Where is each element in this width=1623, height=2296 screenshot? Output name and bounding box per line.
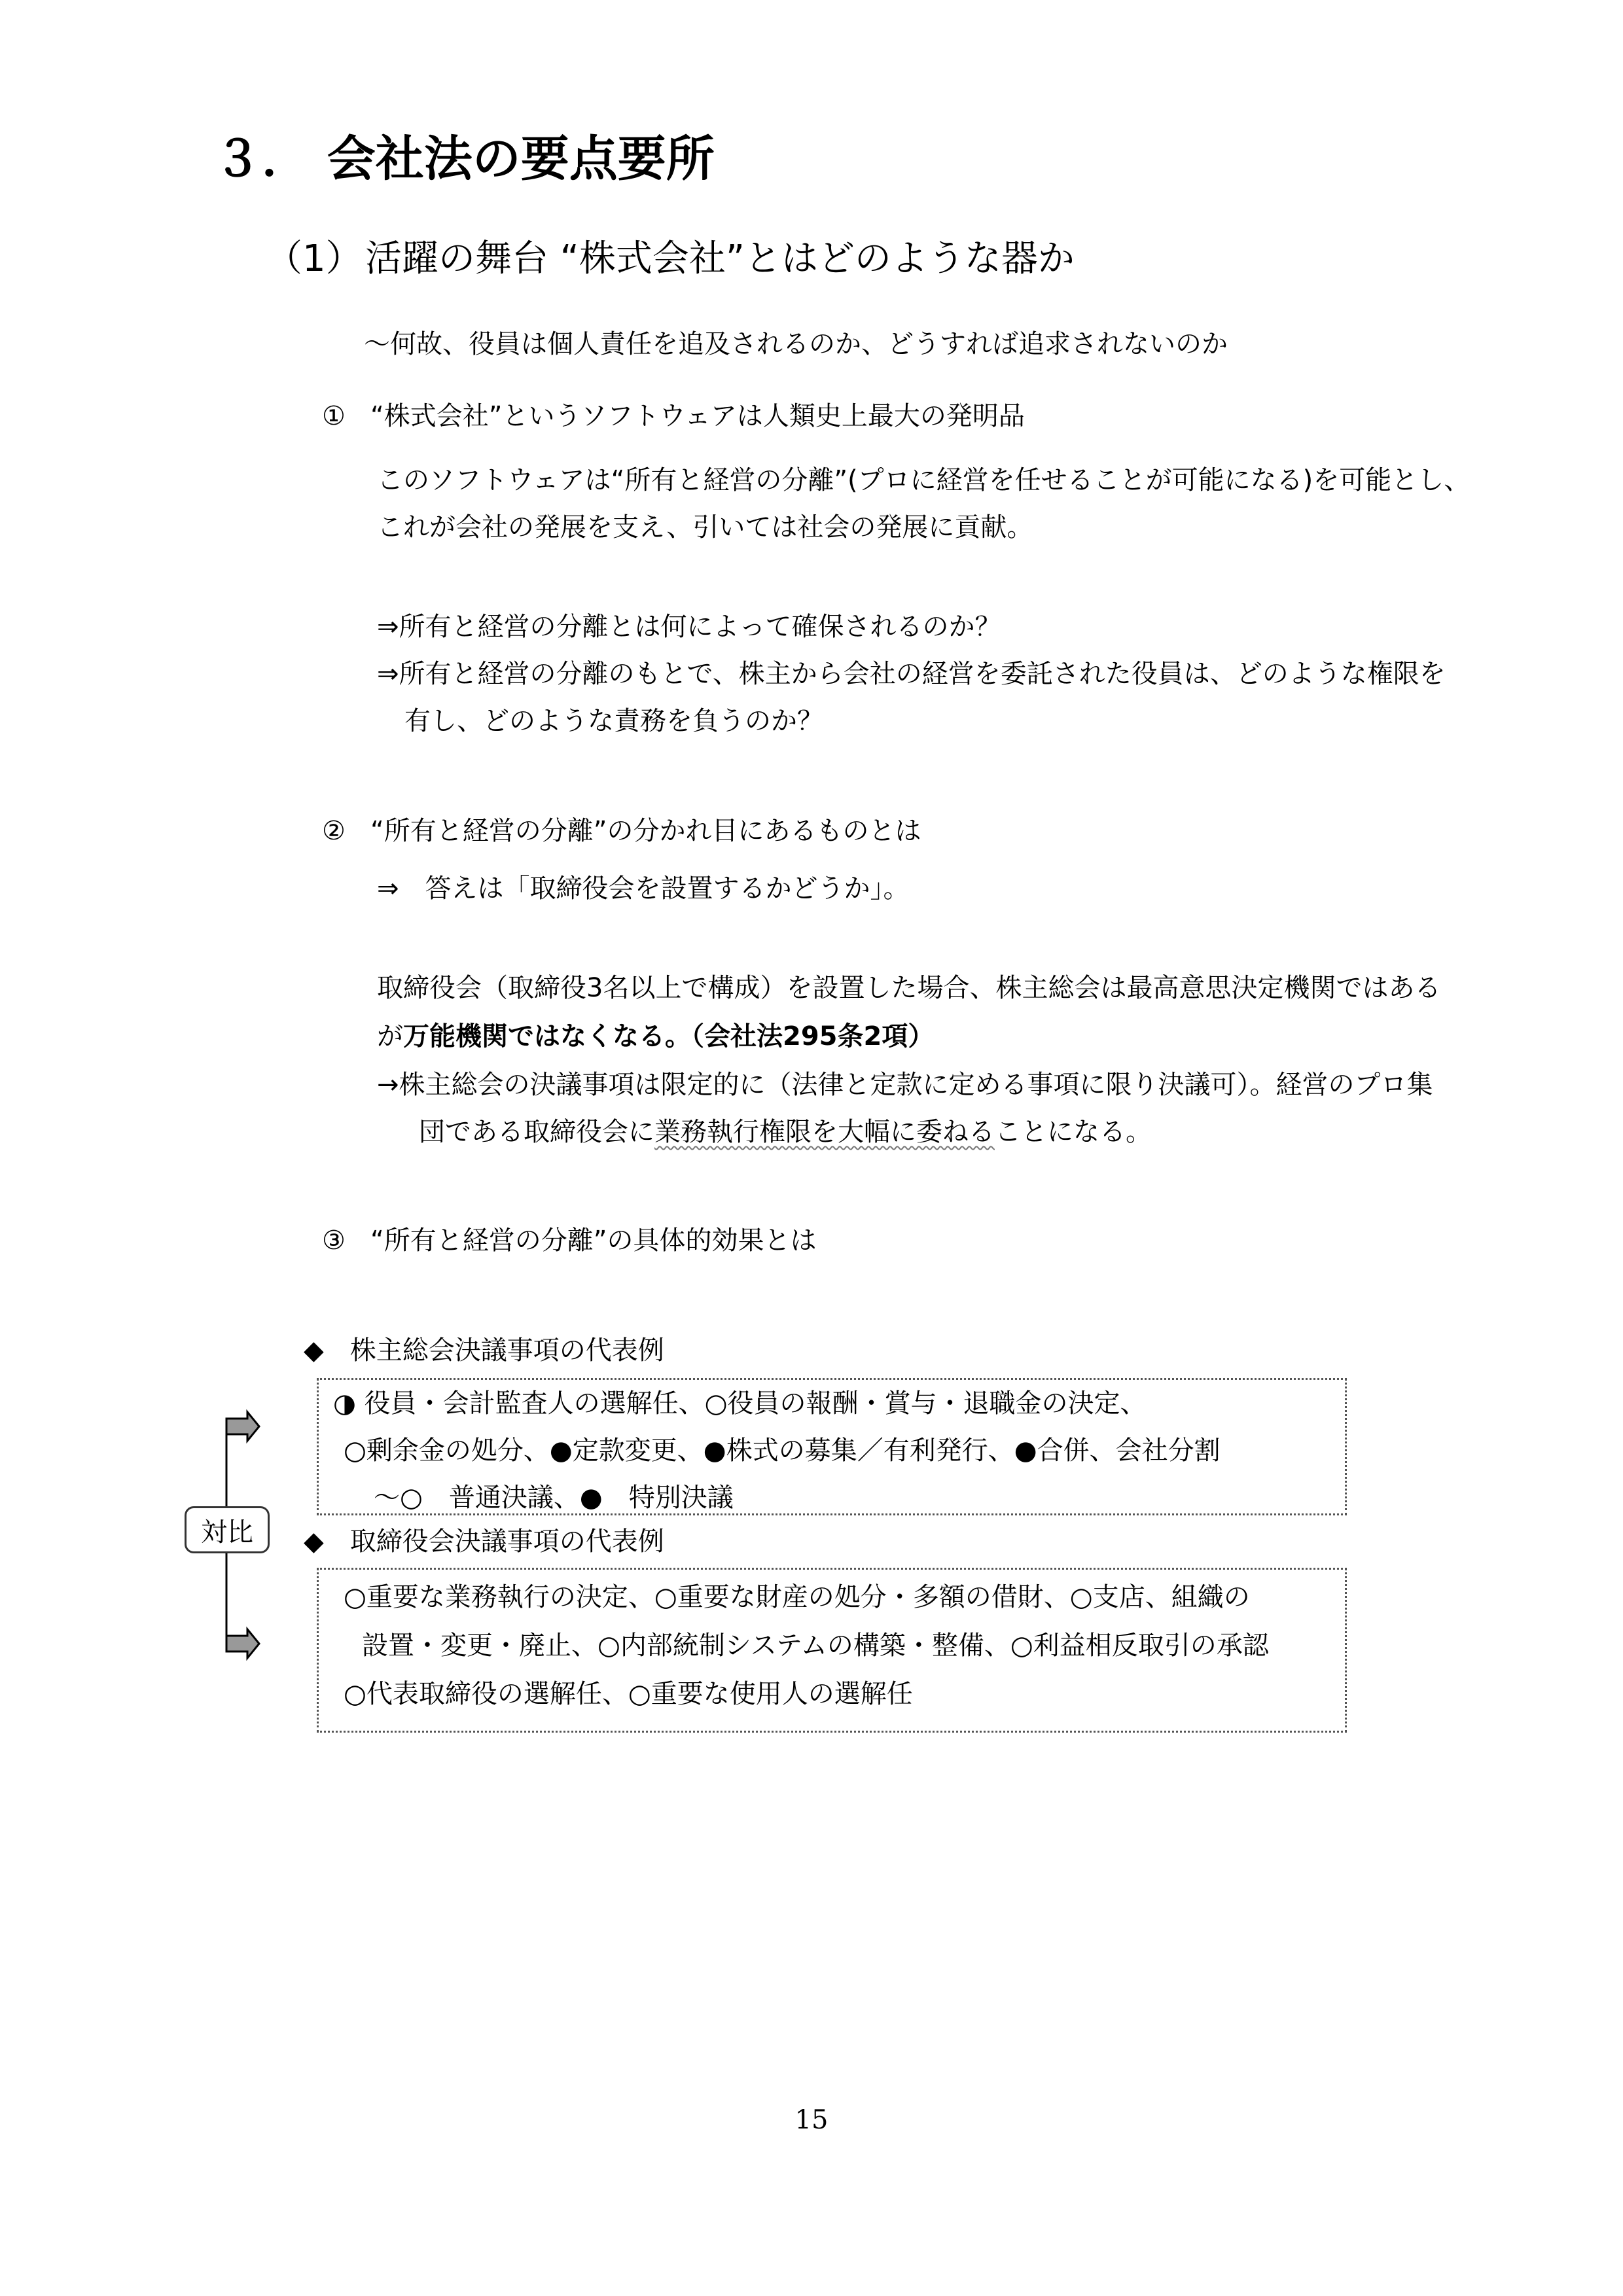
item2-heading <box>322 818 921 844</box>
item1-question1: ⇒所有と経営の分離とは何によって確保されるのか？ <box>377 612 1001 642</box>
item2-paragraph-line2-a: が <box>377 1021 403 1051</box>
page-number: 15 <box>794 2105 829 2135</box>
item1-marker: ① <box>322 401 346 431</box>
arrow-bottom-icon <box>226 1629 259 1658</box>
board-line2: 設置・変更・廃止、○内部統制システムの構築・整備、○利益相反取引の承認 <box>362 1631 1269 1661</box>
board-line3: ○代表取締役の選解任、○重要な使用人の選解任 <box>344 1679 913 1709</box>
item3-marker: ③ <box>322 1226 346 1256</box>
item2-underlined-phrase: 業務執行権限を大幅に委ねる <box>654 1117 995 1147</box>
item3-heading-text: “所有と経営の分離”の具体的効果とは <box>370 1226 817 1256</box>
board-heading: ◆ 取締役会決議事項の代表例 <box>304 1527 664 1557</box>
shareholders-line2: ○剰余金の処分、●定款変更、●株式の募集／有利発行、●合併、会社分割 <box>344 1436 1221 1466</box>
lead-text: ～何故、役員は個人責任を追及されるのか、どうすれば追求されないのか <box>364 329 1228 359</box>
item2-emphasis: 万能機関ではなくなる。（会社法295条2項） <box>403 1021 935 1051</box>
item3-heading <box>322 1227 816 1254</box>
shareholders-line3: ～○ 普通決議、● 特別決議 <box>374 1483 734 1513</box>
subsection-number: （1） <box>266 238 363 280</box>
arrow-top-icon <box>226 1412 259 1441</box>
item2-answer: ⇒ 答えは「取締役会を設置するかどうか」。 <box>377 874 910 904</box>
item2-arrow-line2 <box>419 1119 1152 1145</box>
compare-label: 対比 <box>185 1506 270 1553</box>
item2-arrow-line2-a: 団である取締役会に <box>419 1117 654 1147</box>
item2-heading-text: “所有と経営の分離”の分かれ目にあるものとは <box>370 816 921 846</box>
board-line1: ○重要な業務執行の決定、○重要な財産の処分・多額の借財、○支店、組織の <box>344 1582 1250 1612</box>
item2-paragraph-line1: 取締役会（取締役3名以上で構成）を設置した場合、株主総会は最高意思決定機関ではある <box>377 973 1441 1003</box>
item2-marker: ② <box>322 816 346 846</box>
item1-paragraph-line1: このソフトウェアは“所有と経営の分離”(プロに経営を任せることが可能になる)を可能とし、 <box>377 465 1471 495</box>
item2-arrow-line1: →株主総会の決議事項は限定的に（法律と定款に定める事項に限り決議可）。経営のプロ集 <box>377 1070 1433 1100</box>
shareholders-heading: ◆ 株主総会決議事項の代表例 <box>304 1335 664 1366</box>
item1-question2-line1: ⇒所有と経営の分離のもとで、株主から会社の経営を委託された役員は、どのような権限を <box>377 659 1446 689</box>
subsection-text: 活躍の舞台 “株式会社”とはどのような器か <box>365 238 1075 280</box>
shareholders-box <box>317 1378 1347 1515</box>
subsection-heading <box>266 238 1075 280</box>
item2-paragraph-line2 <box>377 1023 934 1050</box>
item1-heading-text: “株式会社”というソフトウェアは人類史上最大の発明品 <box>370 401 1025 431</box>
item1-question2-line2: 有し、どのような責務を負うのか？ <box>404 706 823 736</box>
board-box <box>317 1568 1347 1733</box>
item2-arrow-line2-c: ことになる。 <box>995 1117 1152 1147</box>
page-title: ３． 会社法の要点要所 <box>213 131 715 187</box>
item1-heading <box>322 403 1025 429</box>
item1-paragraph-line2: これが会社の発展を支え、引いては社会の発展に貢献。 <box>377 512 1033 542</box>
shareholders-line1: ◑ 役員・会計監査人の選解任、○役員の報酬・賞与・退職金の決定、 <box>333 1388 1147 1419</box>
